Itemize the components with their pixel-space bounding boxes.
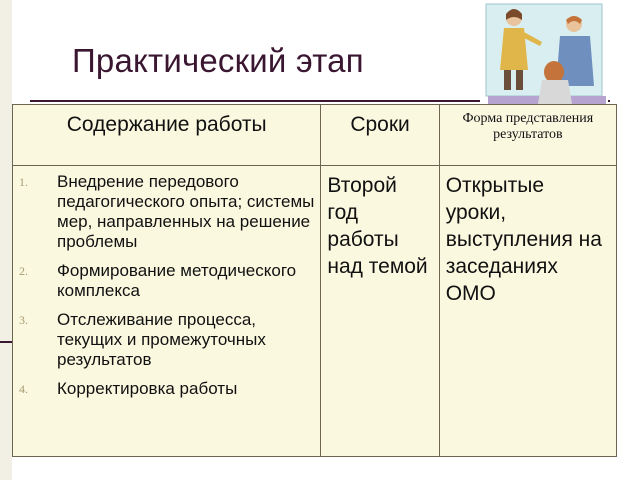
list-item-text: Формирование методического комплекса [57,261,297,300]
work-plan-table [12,104,617,457]
list-number: 2. [19,264,28,278]
teacher-clipart [480,0,608,112]
content-cell [13,166,321,457]
list-number: 4. [19,382,28,396]
header-content: Содержание работы [13,105,321,166]
header-form: Форма представления результатов [439,105,616,166]
table-body-row [13,166,617,457]
list-item-text: Внедрение передового педагогического опыта; системы мер, направленных на решение проблемы [57,172,315,251]
list-item [13,261,316,301]
form-text: Открытые уроки, выступления на заседаниях ОМО [445,174,602,305]
terms-text: Второй год работы над темой [327,174,428,278]
table-header-row [13,105,617,166]
left-margin-band [0,0,12,480]
list-number: 1. [19,175,28,189]
list-item [13,310,316,370]
list-item [13,172,316,252]
terms-cell [321,166,439,457]
list-item [13,379,316,399]
list-number: 3. [19,313,28,327]
header-terms: Сроки [321,105,439,166]
slide-title: Практический этап [72,42,364,79]
list-item-text: Отслеживание процесса, текущих и промежуточных результатов [57,310,266,369]
list-item-text: Корректировка работы [57,379,238,398]
work-items-list [13,166,320,399]
form-cell [439,166,616,457]
